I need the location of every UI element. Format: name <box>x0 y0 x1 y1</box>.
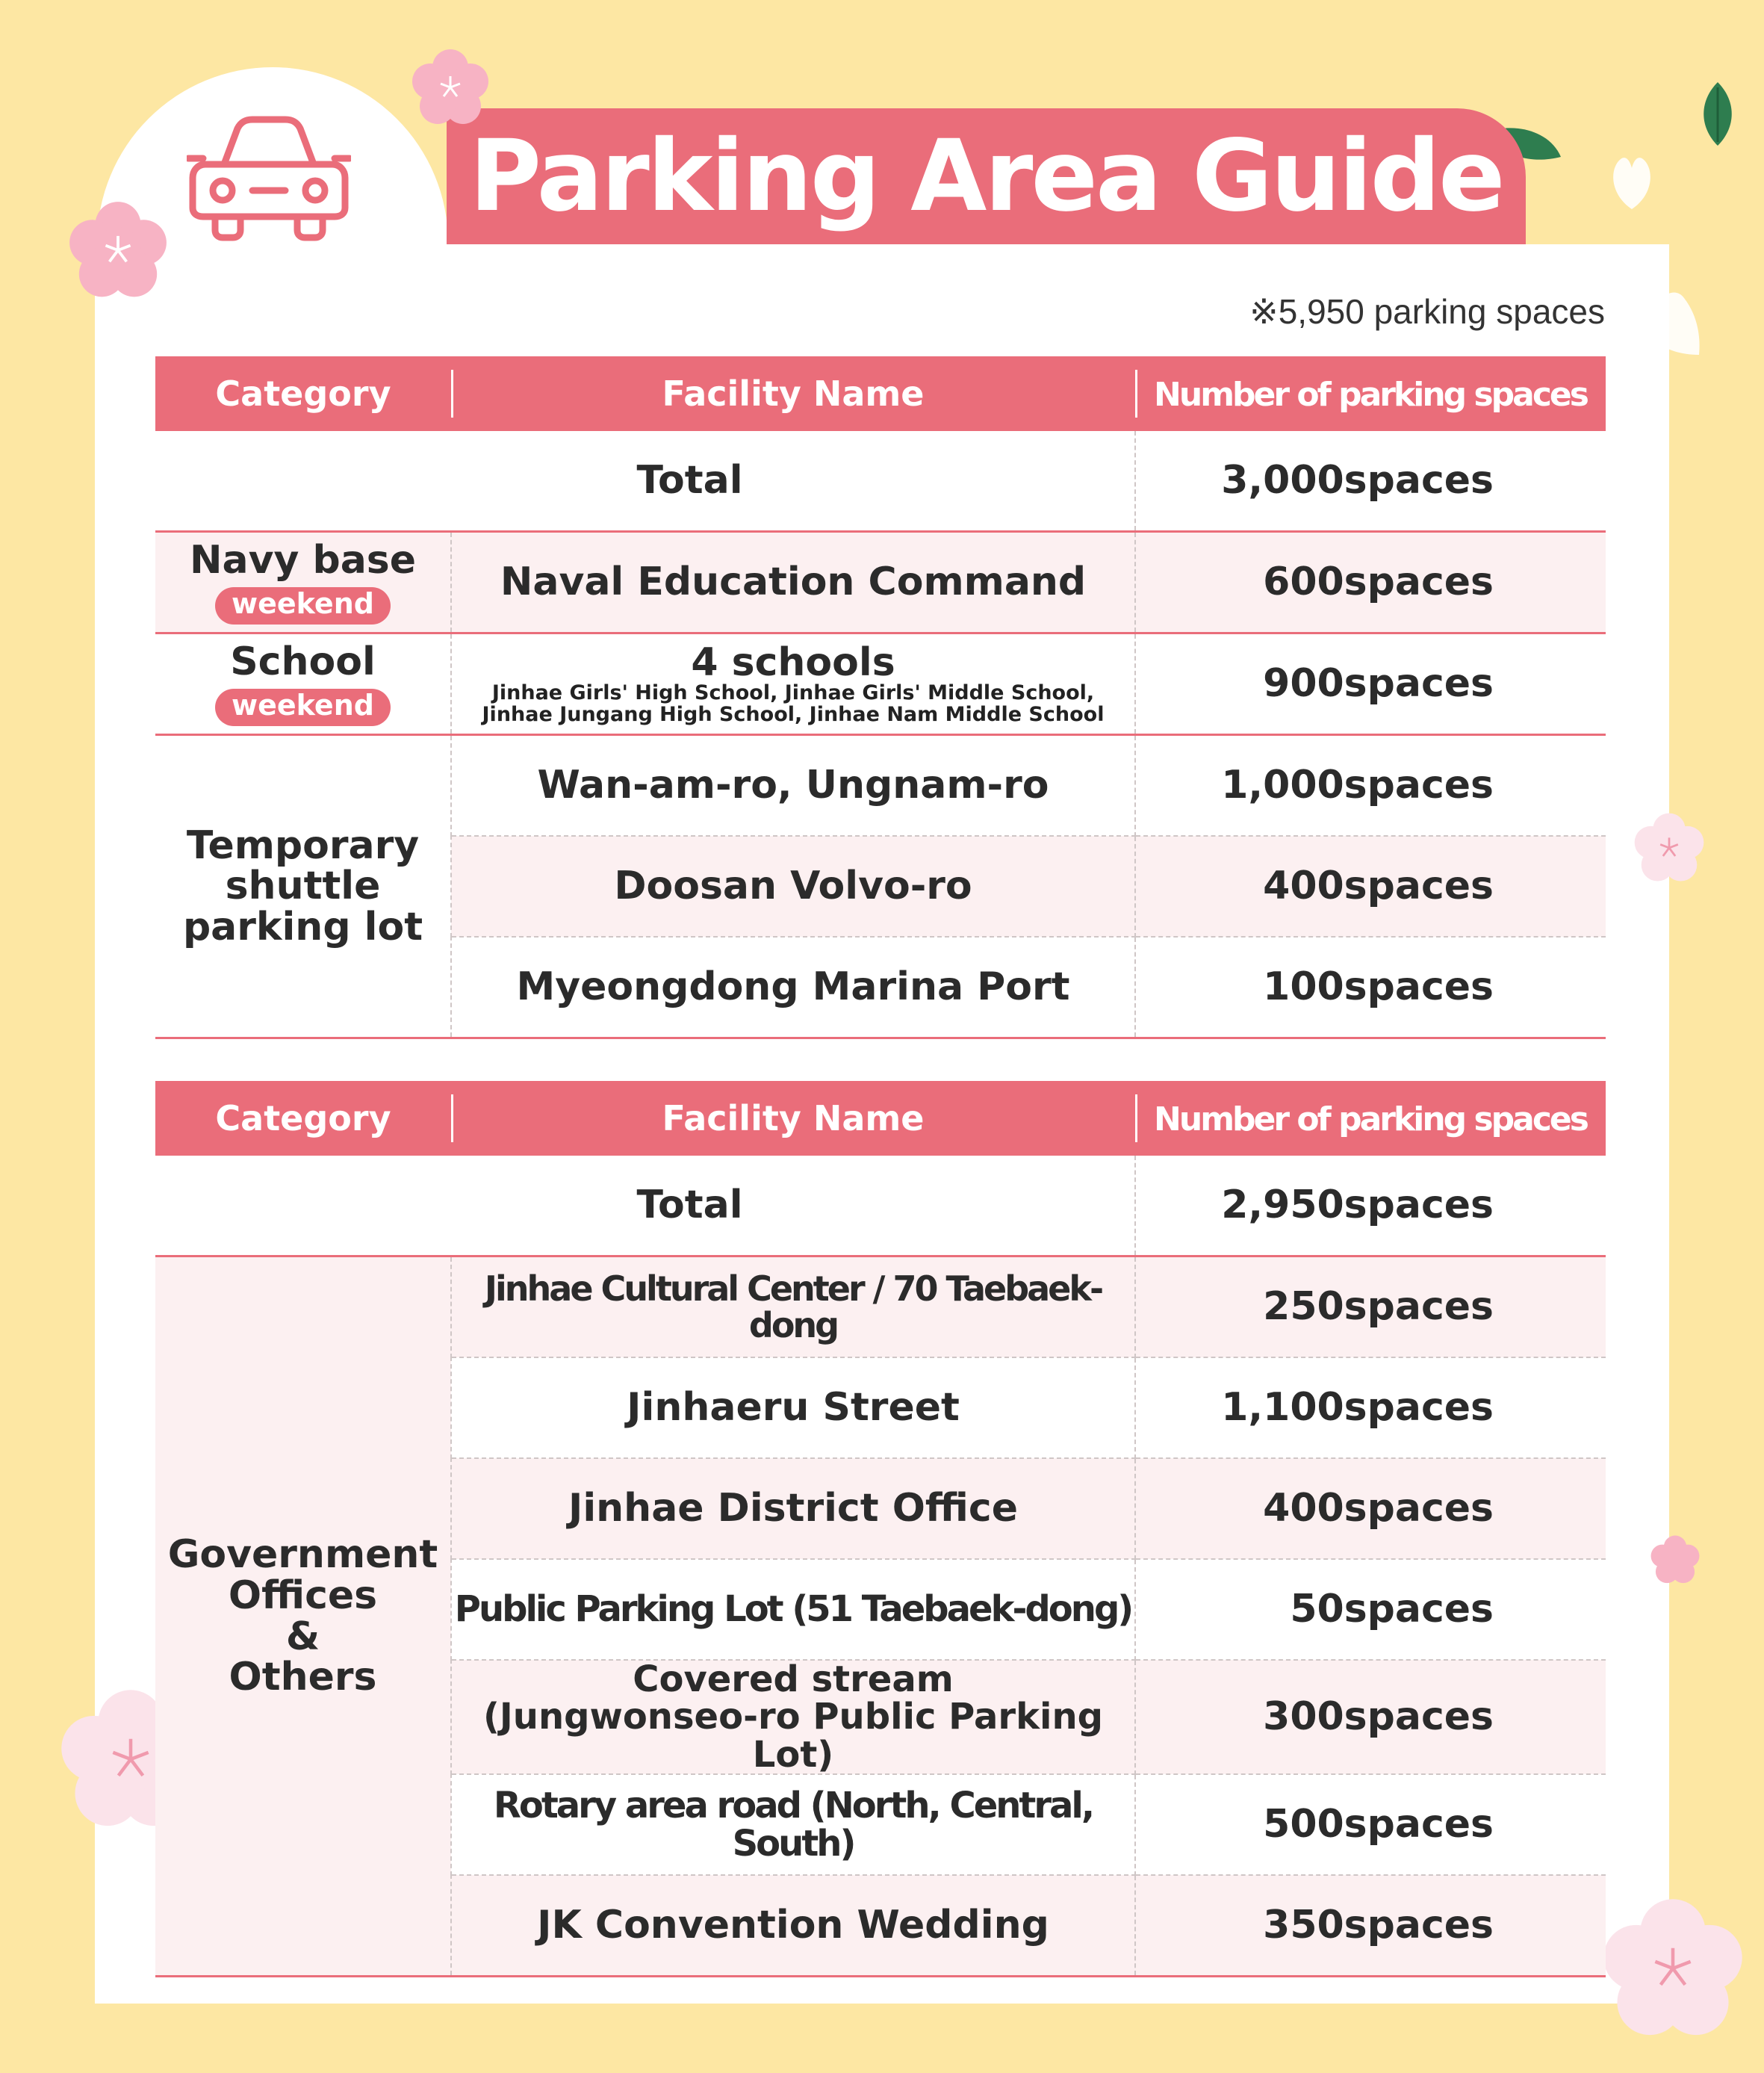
facility-sublabel: Jinhae Girls' High School, Jinhae Girls' Middle School, <box>491 681 1095 705</box>
total-spaces-note: ※5,950 parking spaces <box>1249 292 1605 331</box>
spaces-cell: 500spaces <box>1135 1774 1606 1875</box>
total-row <box>155 431 1606 532</box>
category-label: Government <box>167 1532 438 1578</box>
category-label: Others <box>229 1655 377 1700</box>
category-cell <box>155 532 451 633</box>
parking-table-2 <box>155 1081 1606 1977</box>
car-icon <box>187 112 351 243</box>
leaf-icon <box>1695 78 1740 149</box>
category-label: Offices <box>228 1572 378 1618</box>
spaces-cell: 100spaces <box>1135 937 1606 1038</box>
header-category: Category <box>155 356 451 431</box>
total-row <box>155 1156 1606 1256</box>
blossom-icon <box>1598 1894 1748 2043</box>
facility-cell: Jinhae Cultural Center / 70 Taebaek-dong <box>451 1256 1135 1358</box>
blossom-icon <box>409 46 491 128</box>
total-value: 2,950spaces <box>1135 1156 1606 1256</box>
facility-cell: Naval Education Command <box>451 532 1135 633</box>
table-row <box>155 1256 1606 1358</box>
table-row <box>155 633 1606 735</box>
facility-cell <box>451 1660 1135 1774</box>
facility-label: 4 schools <box>691 639 895 685</box>
spaces-cell: 50spaces <box>1135 1559 1606 1660</box>
spaces-cell: 400spaces <box>1135 1458 1606 1559</box>
facility-cell: Jinhae District Office <box>451 1458 1135 1559</box>
spaces-cell: 1,100spaces <box>1135 1357 1606 1458</box>
table-row <box>155 532 1606 633</box>
total-label: Total <box>155 1156 1135 1256</box>
spaces-cell: 350spaces <box>1135 1875 1606 1977</box>
category-cell <box>155 735 451 1038</box>
facility-cell: JK Convention Wedding <box>451 1875 1135 1977</box>
spaces-cell: 400spaces <box>1135 836 1606 937</box>
facility-cell: Public Parking Lot (51 Taebaek-dong) <box>451 1559 1135 1660</box>
spaces-cell: 900spaces <box>1135 633 1606 735</box>
category-label: Temporary <box>186 822 420 868</box>
category-cell <box>155 1256 451 1977</box>
table-row <box>155 735 1606 837</box>
facility-cell: Doosan Volvo-ro <box>451 836 1135 937</box>
header-facility: Facility Name <box>451 1081 1135 1156</box>
spaces-cell: 600spaces <box>1135 532 1606 633</box>
table-header <box>155 1081 1606 1156</box>
total-label: Total <box>155 431 1135 532</box>
category-label: Navy base <box>189 537 417 583</box>
parking-table-1 <box>155 356 1606 1039</box>
blossom-icon <box>1649 1534 1701 1586</box>
facility-cell: Wan-am-ro, Ungnam-ro <box>451 735 1135 837</box>
spaces-cell: 300spaces <box>1135 1660 1606 1774</box>
weekend-badge: weekend <box>215 689 391 726</box>
weekend-badge: weekend <box>215 587 391 625</box>
header-spaces: Number of parking spaces <box>1135 1081 1606 1156</box>
category-cell <box>155 633 451 735</box>
petal-icon <box>1606 153 1658 213</box>
header-category: Category <box>155 1081 451 1156</box>
facility-cell: Rotary area road (North, Central, South) <box>451 1774 1135 1875</box>
table-header <box>155 356 1606 431</box>
category-label: shuttle <box>225 864 381 909</box>
category-label: & <box>285 1614 320 1659</box>
header-facility: Facility Name <box>451 356 1135 431</box>
total-value: 3,000spaces <box>1135 431 1606 532</box>
facility-label: (Jungwonseo-ro Public Parking Lot) <box>482 1696 1103 1776</box>
category-label: School <box>230 639 376 684</box>
blossom-icon <box>66 198 170 303</box>
header-spaces: Number of parking spaces <box>1135 356 1606 431</box>
facility-cell: Jinhaeru Street <box>451 1357 1135 1458</box>
category-label: parking lot <box>182 904 423 949</box>
page-title: Parking Area Guide <box>469 119 1503 234</box>
blossom-icon <box>1632 811 1706 885</box>
facility-cell <box>451 633 1135 735</box>
facility-cell: Myeongdong Marina Port <box>451 937 1135 1038</box>
facility-label: Covered stream <box>633 1658 954 1700</box>
facility-sublabel: Jinhae Jungang High School, Jinhae Nam Middle School <box>482 702 1105 726</box>
spaces-cell: 250spaces <box>1135 1256 1606 1358</box>
spaces-cell: 1,000spaces <box>1135 735 1606 837</box>
